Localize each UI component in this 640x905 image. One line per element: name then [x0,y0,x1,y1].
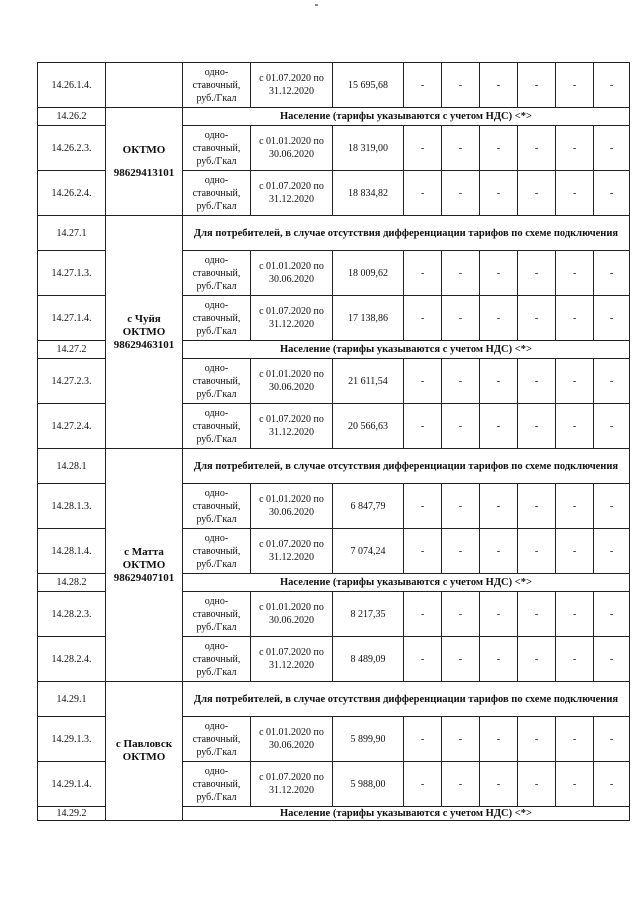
empty-value: - [556,762,594,807]
tariff-period: с 01.07.2020 по 31.12.2020 [251,296,333,341]
empty-value: - [518,251,556,296]
scan-mark [315,4,318,6]
empty-value: - [442,126,480,171]
empty-value: - [594,251,630,296]
row-code: 14.28.1.3. [38,484,106,529]
row-code: 14.27.1.4. [38,296,106,341]
empty-value: - [404,63,442,108]
empty-value: - [480,296,518,341]
empty-value: - [442,637,480,682]
organization-line: 98629407101 [113,571,175,584]
empty-value: - [442,171,480,216]
organization-line: ОКТМО [122,143,166,156]
empty-value: - [442,251,480,296]
tariff-period: с 01.01.2020 по 30.06.2020 [251,359,333,404]
empty-value: - [594,404,630,449]
tariff-period: с 01.07.2020 по 31.12.2020 [251,171,333,216]
empty-value: - [594,484,630,529]
row-code: 14.26.2.4. [38,171,106,216]
organization-line: с Павловск [115,738,173,750]
tariff-period: с 01.07.2020 по 31.12.2020 [251,762,333,807]
section-header-row [38,449,630,484]
empty-value: - [556,404,594,449]
empty-value: - [480,63,518,108]
empty-value: - [594,171,630,216]
row-code: 14.29.2 [38,807,106,821]
empty-value: - [404,592,442,637]
empty-value: - [518,484,556,529]
empty-value: - [442,359,480,404]
tariff-value: 17 138,86 [333,296,404,341]
row-code: 14.28.1 [38,449,106,484]
empty-value: - [518,171,556,216]
section-header: Население (тарифы указываются с учетом НДС) <*> [183,807,630,821]
section-header: Для потребителей, в случае отсутствия дифференциации тарифов по схеме подключения [183,682,630,717]
empty-value: - [480,404,518,449]
tariff-unit: одно-ставочный, руб./Гкал [183,484,251,529]
tariff-unit: одно-ставочный, руб./Гкал [183,717,251,762]
section-header: Население (тарифы указываются с учетом НДС) <*> [183,108,630,126]
empty-value: - [594,637,630,682]
empty-value: - [594,63,630,108]
organization-line: ОКТМО [122,751,166,763]
tariff-unit: одно-ставочный, руб./Гкал [183,404,251,449]
tariff-value: 18 834,82 [333,171,404,216]
empty-value: - [480,126,518,171]
empty-value: - [404,359,442,404]
empty-value: - [556,717,594,762]
empty-value: - [518,637,556,682]
empty-value: - [404,296,442,341]
tariff-value: 6 847,79 [333,484,404,529]
empty-value: - [594,529,630,574]
tariff-value: 20 566,63 [333,404,404,449]
tariff-unit: одно-ставочный, руб./Гкал [183,63,251,108]
row-code: 14.28.2 [38,574,106,592]
row-code: 14.28.2.4. [38,637,106,682]
empty-value: - [556,637,594,682]
empty-value: - [404,529,442,574]
organization-line: ОКТМО [122,325,166,338]
row-code: 14.27.1 [38,216,106,251]
row-code: 14.29.1.4. [38,762,106,807]
empty-value: - [518,296,556,341]
empty-value: - [518,404,556,449]
empty-value: - [594,717,630,762]
tariff-unit: одно-ставочный, руб./Гкал [183,359,251,404]
row-code: 14.26.1.4. [38,63,106,108]
tariff-unit: одно-ставочный, руб./Гкал [183,637,251,682]
row-code: 14.27.1.3. [38,251,106,296]
empty-value: - [556,484,594,529]
empty-value: - [442,717,480,762]
tariff-period: с 01.01.2020 по 30.06.2020 [251,126,333,171]
table-row [38,63,630,108]
empty-value: - [404,171,442,216]
tariff-unit: одно-ставочный, руб./Гкал [183,251,251,296]
row-code: 14.27.2.4. [38,404,106,449]
tariff-value: 8 489,09 [333,637,404,682]
empty-value: - [594,126,630,171]
tariff-table [37,62,630,821]
empty-value: - [442,63,480,108]
empty-value: - [556,251,594,296]
empty-value: - [556,63,594,108]
empty-value: - [594,592,630,637]
empty-value: - [594,762,630,807]
empty-value: - [442,404,480,449]
organization-cell [106,63,183,108]
tariff-period: с 01.01.2020 по 30.06.2020 [251,484,333,529]
organization-cell [106,682,183,821]
empty-value: - [480,359,518,404]
empty-value: - [556,296,594,341]
organization-line: 98629463101 [113,338,175,351]
empty-value: - [556,529,594,574]
tariff-unit: одно-ставочный, руб./Гкал [183,592,251,637]
empty-value: - [404,762,442,807]
tariff-unit: одно-ставочный, руб./Гкал [183,529,251,574]
section-header-row [38,216,630,251]
tariff-value: 21 611,54 [333,359,404,404]
tariff-value: 8 217,35 [333,592,404,637]
empty-value: - [480,251,518,296]
section-header: Население (тарифы указываются с учетом НДС) <*> [183,574,630,592]
empty-value: - [404,484,442,529]
empty-value: - [442,296,480,341]
tariff-unit: одно-ставочный, руб./Гкал [183,762,251,807]
row-code: 14.26.2.3. [38,126,106,171]
organization-line: с Матта [124,545,164,558]
row-code: 14.29.1 [38,682,106,717]
empty-value: - [404,126,442,171]
empty-value: - [442,762,480,807]
empty-value: - [480,592,518,637]
section-header: Для потребителей, в случае отсутствия дифференциации тарифов по схеме подключения [183,216,630,251]
empty-value: - [594,296,630,341]
tariff-value: 15 695,68 [333,63,404,108]
empty-value: - [518,63,556,108]
organization-cell [106,216,183,449]
section-header-row [38,682,630,717]
empty-value: - [518,359,556,404]
organization-line [108,157,180,167]
tariff-period: с 01.01.2020 по 30.06.2020 [251,592,333,637]
tariff-value: 7 074,24 [333,529,404,574]
tariff-period: с 01.01.2020 по 30.06.2020 [251,251,333,296]
empty-value: - [594,359,630,404]
empty-value: - [480,637,518,682]
tariff-period: с 01.07.2020 по 31.12.2020 [251,63,333,108]
empty-value: - [442,529,480,574]
empty-value: - [556,592,594,637]
empty-value: - [556,359,594,404]
empty-value: - [442,484,480,529]
empty-value: - [556,126,594,171]
tariff-period: с 01.01.2020 по 30.06.2020 [251,717,333,762]
row-code: 14.27.2.3. [38,359,106,404]
row-code: 14.28.2.3. [38,592,106,637]
tariff-unit: одно-ставочный, руб./Гкал [183,296,251,341]
organization-cell [106,108,183,216]
empty-value: - [556,171,594,216]
tariff-value: 5 988,00 [333,762,404,807]
section-header: Население (тарифы указываются с учетом НДС) <*> [183,341,630,359]
tariff-value: 5 899,90 [333,717,404,762]
row-code: 14.28.1.4. [38,529,106,574]
empty-value: - [404,404,442,449]
organization-line: с Чуйя [127,312,161,325]
tariff-unit: одно-ставочный, руб./Гкал [183,171,251,216]
organization-line: ОКТМО [122,558,166,571]
row-code: 14.27.2 [38,341,106,359]
empty-value: - [518,717,556,762]
organization-line: 98629413101 [113,166,175,179]
tariff-value: 18 009,62 [333,251,404,296]
empty-value: - [404,637,442,682]
empty-value: - [480,171,518,216]
empty-value: - [404,717,442,762]
empty-value: - [442,592,480,637]
empty-value: - [518,126,556,171]
empty-value: - [480,529,518,574]
empty-value: - [480,762,518,807]
section-header-row [38,108,630,126]
empty-value: - [518,762,556,807]
tariff-value: 18 319,00 [333,126,404,171]
organization-cell [106,449,183,682]
empty-value: - [480,484,518,529]
empty-value: - [518,529,556,574]
empty-value: - [480,717,518,762]
row-code: 14.29.1.3. [38,717,106,762]
tariff-unit: одно-ставочный, руб./Гкал [183,126,251,171]
empty-value: - [518,592,556,637]
section-header: Для потребителей, в случае отсутствия дифференциации тарифов по схеме подключения [183,449,630,484]
tariff-period: с 01.07.2020 по 31.12.2020 [251,637,333,682]
row-code: 14.26.2 [38,108,106,126]
empty-value: - [404,251,442,296]
tariff-period: с 01.07.2020 по 31.12.2020 [251,404,333,449]
tariff-period: с 01.07.2020 по 31.12.2020 [251,529,333,574]
